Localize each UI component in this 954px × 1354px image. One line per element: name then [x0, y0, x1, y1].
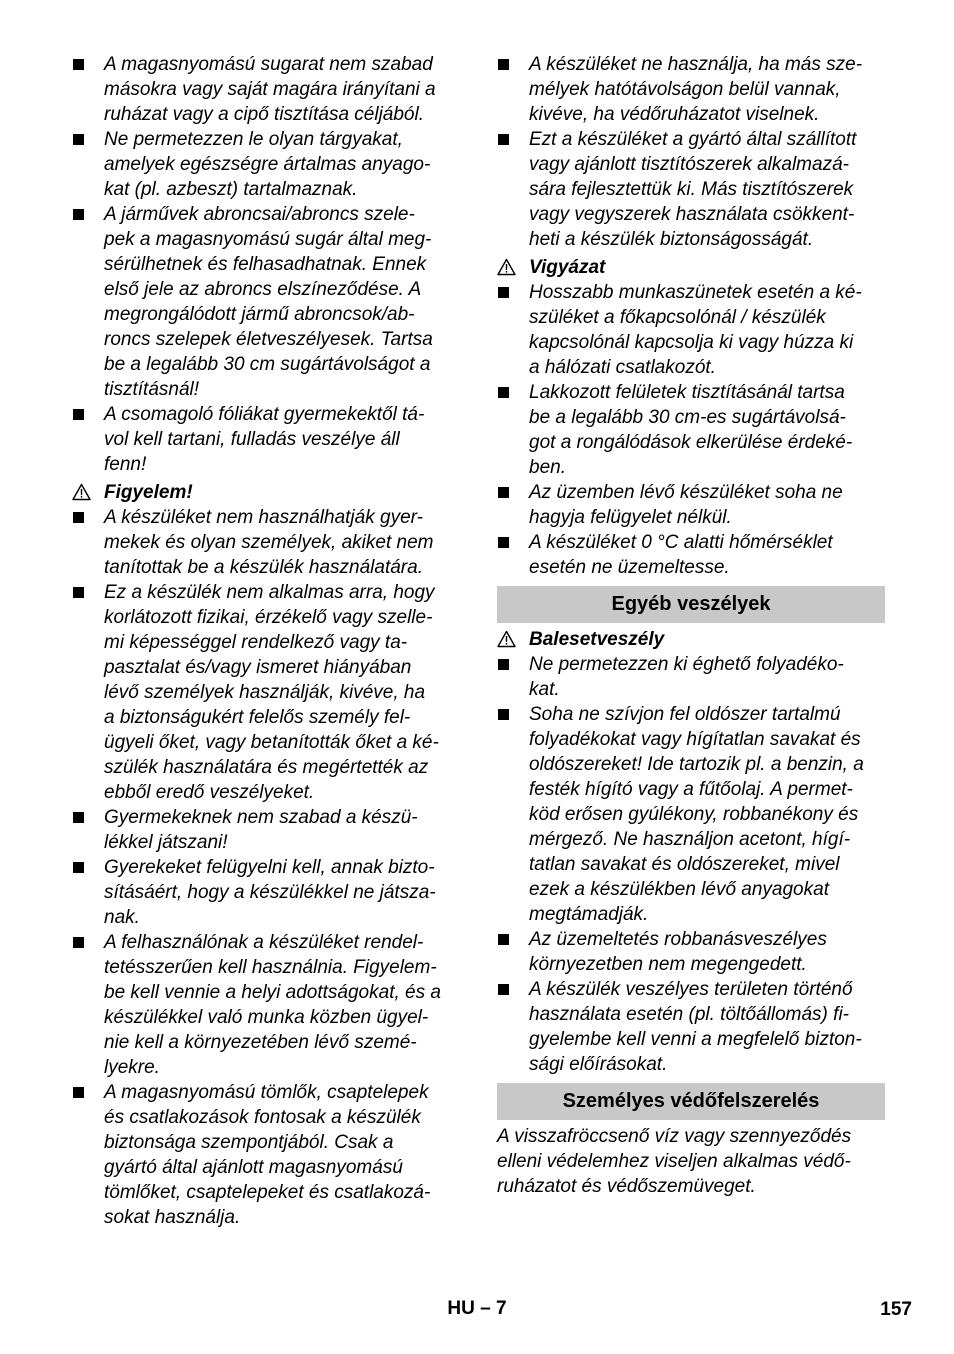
list-item: A magasnyomású tömlők, csaptelepek és csatlakozások fontosak a készülék biztonsága szempontjából. Csak a gyártó által ajánlott magasnyomású tömlőket, csaptelepeket és csatlakozá- sokat használja. [72, 1080, 467, 1230]
list-item: A csomagoló fóliákat gyermekektől tá- vol kell tartani, fulladás veszélye áll fenn! [72, 402, 467, 477]
list-item: Az üzemeltetés robbanásveszélyes környezetben nem megengedett. [497, 927, 885, 977]
list-item: A járművek abroncsai/abroncs szele- pek a magasnyomású sugár által meg- sérülhetnek és felhasadhatnak. Ennek első jele az abroncs elszíneződése. A megrongálódott jármű abroncsok/ab- roncs szelepek életveszélyesek. Tartsa be a legalább 30 cm sugártávolságot a tisztításnál! [72, 202, 467, 402]
list-item: Ne permetezzen le olyan tárgyakat, amelyek egészségre ártalmas anyago- kat (pl. azbeszt) tartalmaznak. [72, 127, 467, 202]
square-bullet-icon [73, 209, 84, 220]
list-item: Gyermekeknek nem szabad a készü- lékkel játszani! [72, 805, 467, 855]
protective-equipment-paragraph: A visszafröccsenő víz vagy szennyeződés elleni védelemhez viseljen alkalmas védő- ruházatot és védőszemüveget. [497, 1126, 852, 1197]
section-title-other-dangers: Egyéb veszélyek [497, 586, 885, 623]
danger-heading: Balesetveszély [497, 627, 885, 652]
square-bullet-icon [73, 134, 84, 145]
list-item: A készüléket nem használhatják gyer- mekek és olyan személyek, akiket nem tanítottak be a készülék használatára. [72, 505, 467, 580]
caution-heading: Vigyázat [497, 255, 885, 280]
square-bullet-icon [73, 587, 84, 598]
square-bullet-icon [498, 387, 509, 398]
section-title-personal-protective-equipment: Személyes védőfelszerelés [497, 1083, 885, 1120]
square-bullet-icon [498, 537, 509, 548]
square-bullet-icon [498, 287, 509, 298]
left-column [72, 52, 467, 1230]
square-bullet-icon [73, 937, 84, 948]
square-bullet-icon [73, 512, 84, 523]
list-item: Hosszabb munkaszünetek esetén a ké- szüléket a főkapcsolónál / készülék kapcsolónál kapcsolja ki vagy húzza ki a hálózati csatlakozót. [497, 280, 885, 380]
list-item: A készülék veszélyes területen történő használata esetén (pl. töltőállomás) fi- gyelembe kell venni a megfelelő bizton- sági előírásokat. [497, 977, 885, 1077]
square-bullet-icon [498, 659, 509, 670]
page-number: 157 [880, 1299, 912, 1320]
warning-heading: Figyelem! [72, 480, 467, 505]
square-bullet-icon [498, 984, 509, 995]
square-bullet-icon [498, 487, 509, 498]
square-bullet-icon [73, 59, 84, 70]
footer-section-page: HU – 7 [447, 1298, 507, 1319]
list-item: A felhasználónak a készüléket rendel- tetésszerűen kell használnia. Figyelem- be kell vennie a helyi adottságokat, és a készülékkel való munka közben ügyel- nie kell a környezetében lévő szemé- lyekre. [72, 930, 467, 1080]
square-bullet-icon [498, 709, 509, 720]
square-bullet-icon [73, 812, 84, 823]
square-bullet-icon [73, 1087, 84, 1098]
list-item: Ne permetezzen ki éghető folyadéko- kat. [497, 652, 885, 702]
list-item: Lakkozott felületek tisztításánál tartsa be a legalább 30 cm-es sugártávolsá- got a rongálódások elkerülése érdeké- ben. [497, 380, 885, 480]
warning-triangle-icon [72, 483, 91, 501]
warning-triangle-icon [497, 630, 516, 648]
list-item: Ezt a készüléket a gyártó által szállított vagy ajánlott tisztítószerek alkalmazá- sára fejlesztettük ki. Más tisztítószerek vagy vegyszerek használata csökkent- heti a készülék biztonságosságát. [497, 127, 885, 252]
right-column [497, 52, 885, 1199]
square-bullet-icon [498, 59, 509, 70]
square-bullet-icon [73, 409, 84, 420]
warning-triangle-icon [497, 258, 516, 276]
list-item: A magasnyomású sugarat nem szabad másokra vagy saját magára irányítani a ruházat vagy a cipő tisztítása céljából. [72, 52, 467, 127]
square-bullet-icon [73, 862, 84, 873]
square-bullet-icon [498, 934, 509, 945]
list-item: Gyerekeket felügyelni kell, annak bizto- sításáért, hogy a készülékkel ne játsza- nak. [72, 855, 467, 930]
square-bullet-icon [498, 134, 509, 145]
list-item: A készüléket 0 °C alatti hőmérséklet esetén ne üzemeltesse. [497, 530, 885, 580]
list-item: Ez a készülék nem alkalmas arra, hogy korlátozott fizikai, érzékelő vagy szelle- mi képességgel rendelkező vagy ta- pasztalat és/vagy ismeret hiányában lévő személyek használják, kivéve, ha a biztonságukért felelős személy fel- ügyeli őket, vagy betanították őket a ké- szülék használatára és megértették az ebből eredő veszélyeket. [72, 580, 467, 805]
list-item: A készüléket ne használja, ha más sze- mélyek hatótávolságon belül vannak, kivéve, ha védőruházatot viselnek. [497, 52, 885, 127]
list-item: Soha ne szívjon fel oldószer tartalmú folyadékokat vagy hígítatlan savakat és oldószereket! Ide tartozik pl. a benzin, a festék hígító vagy a fűtőolaj. A permet- köd erősen gyúlékony, robbanékony és mérgező. Ne használjon acetont, hígí- tatlan savakat és oldószereket, mivel ezek a készülékben lévő anyagokat megtámadják. [497, 702, 885, 927]
list-item: Az üzemben lévő készüléket soha ne hagyja felügyelet nélkül. [497, 480, 885, 530]
